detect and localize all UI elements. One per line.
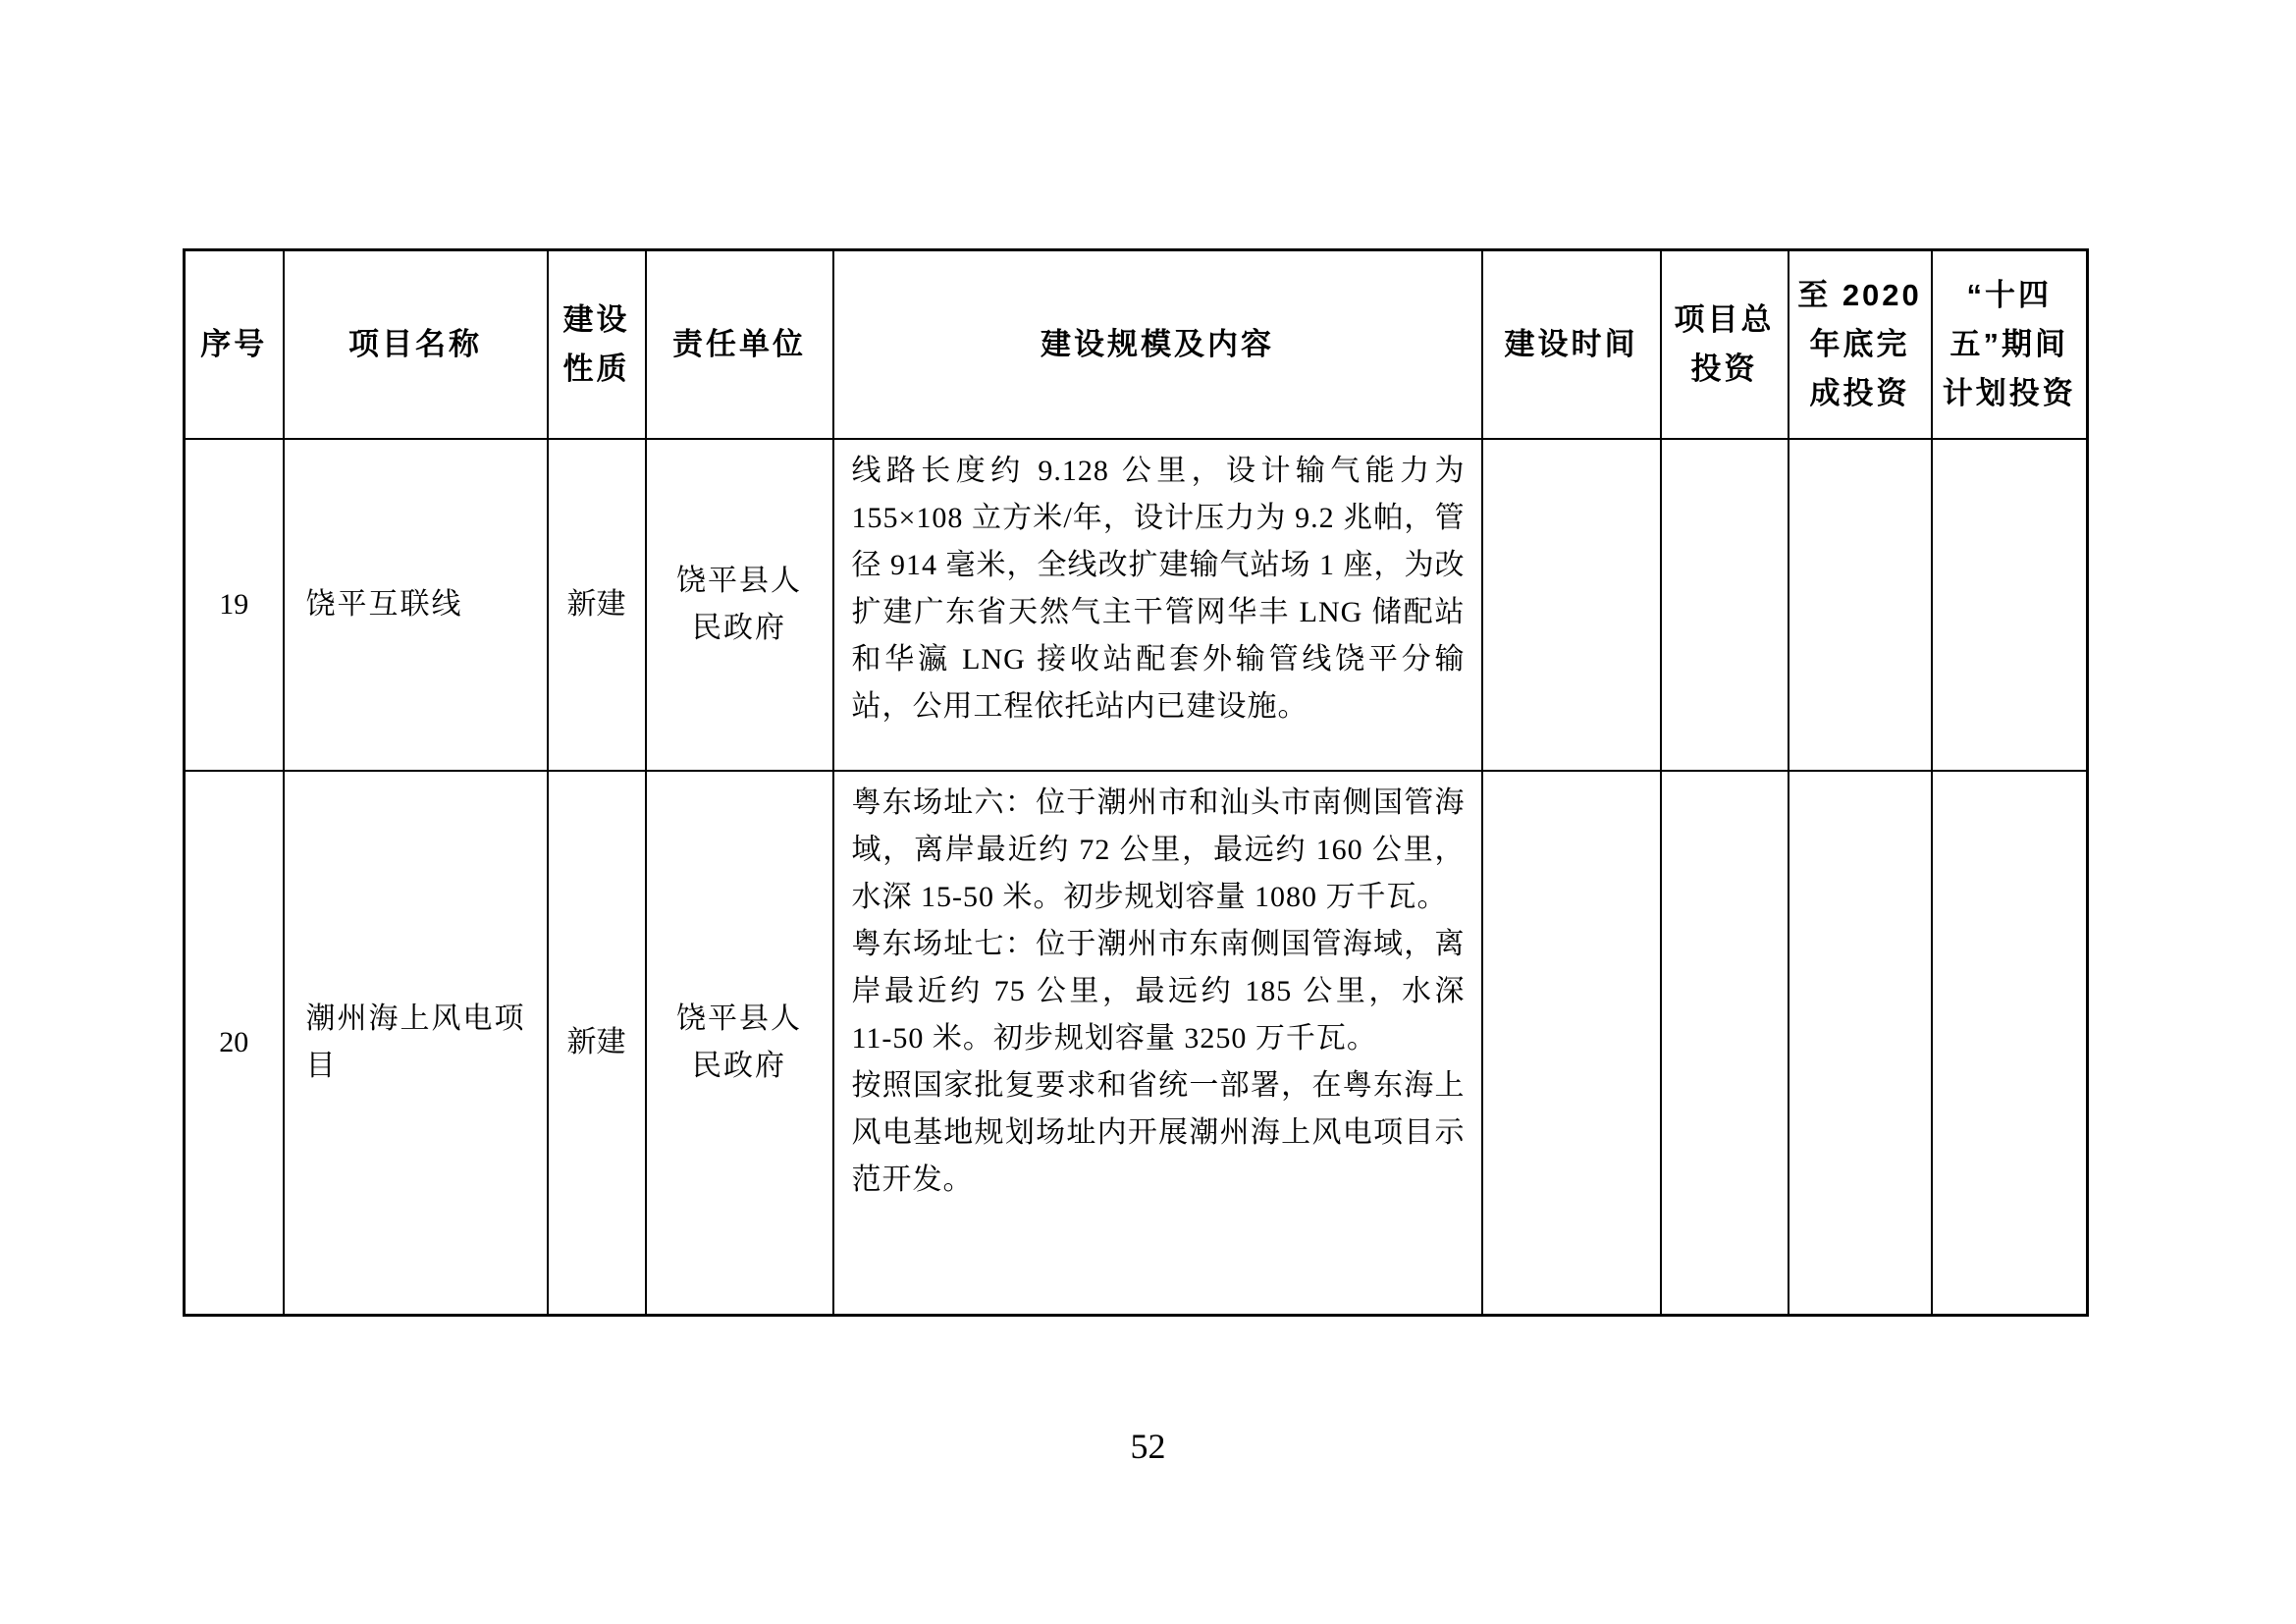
column-header-project-name: 项目名称 bbox=[284, 250, 548, 439]
page-number: 52 bbox=[1130, 1427, 1166, 1466]
content-paragraph: 线路长度约 9.128 公里，设计输气能力为 155×108 立方米/年，设计压力为 9.2 兆帕，管径 914 毫米，全线改扩建输气站场 1 座，为改扩建广东省天然气主干管网华丰 LNG 储配站和华瀛 LNG 接收站配套外输管线饶平分输站，公用工程依托站内已建设施。 bbox=[851, 454, 1466, 723]
column-header-construction-time: 建设时间 bbox=[1482, 250, 1661, 439]
cell-scale-content bbox=[833, 771, 1482, 1316]
cell-construction-nature: 新建 bbox=[548, 439, 646, 771]
cell-construction-nature: 新建 bbox=[548, 771, 646, 1316]
column-header-scale-content: 建设规模及内容 bbox=[833, 250, 1482, 439]
cell-project-name: 潮州海上风电项目 bbox=[284, 771, 548, 1316]
column-header-responsible-unit: 责任单位 bbox=[646, 250, 833, 439]
column-header-completed-by-2020: 至 2020 年底完成投资 bbox=[1789, 250, 1932, 439]
column-header-index: 序号 bbox=[185, 250, 284, 439]
table-row bbox=[185, 771, 2088, 1316]
content-paragraph: 按照国家批复要求和省统一部署，在粤东海上风电基地规划场址内开展潮州海上风电项目示范开发。 bbox=[851, 1068, 1466, 1196]
cell-construction-time bbox=[1482, 439, 1661, 771]
column-header-construction-nature: 建设性质 bbox=[548, 250, 646, 439]
content-paragraph: 粤东场址六：位于潮州市和汕头市南侧国管海域，离岸最近约 72 公里，最远约 160 公里，水深 15-50 米。初步规划容量 1080 万千瓦。 bbox=[851, 785, 1466, 913]
cell-completed-by-2020 bbox=[1789, 439, 1932, 771]
cell-construction-time bbox=[1482, 771, 1661, 1316]
table-row bbox=[185, 439, 2088, 771]
table-header-row bbox=[185, 250, 2088, 439]
cell-project-name: 饶平互联线 bbox=[284, 439, 548, 771]
cell-index: 20 bbox=[185, 771, 284, 1316]
column-header-total-investment: 项目总投资 bbox=[1661, 250, 1789, 439]
cell-index: 19 bbox=[185, 439, 284, 771]
cell-scale-content bbox=[833, 439, 1482, 771]
cell-total-investment bbox=[1661, 439, 1789, 771]
cell-14th-five-plan bbox=[1932, 771, 2088, 1316]
column-header-14th-five-plan: “十四五”期间计划投资 bbox=[1932, 250, 2088, 439]
content-paragraph: 粤东场址七：位于潮州市东南侧国管海域，离岸最近约 75 公里，最远约 185 公里，水深 11-50 米。初步规划容量 3250 万千瓦。 bbox=[851, 927, 1466, 1055]
cell-responsible-unit: 饶平县人民政府 bbox=[646, 771, 833, 1316]
cell-total-investment bbox=[1661, 771, 1789, 1316]
cell-completed-by-2020 bbox=[1789, 771, 1932, 1316]
cell-14th-five-plan bbox=[1932, 439, 2088, 771]
cell-responsible-unit: 饶平县人民政府 bbox=[646, 439, 833, 771]
project-plan-table bbox=[183, 248, 2089, 1317]
